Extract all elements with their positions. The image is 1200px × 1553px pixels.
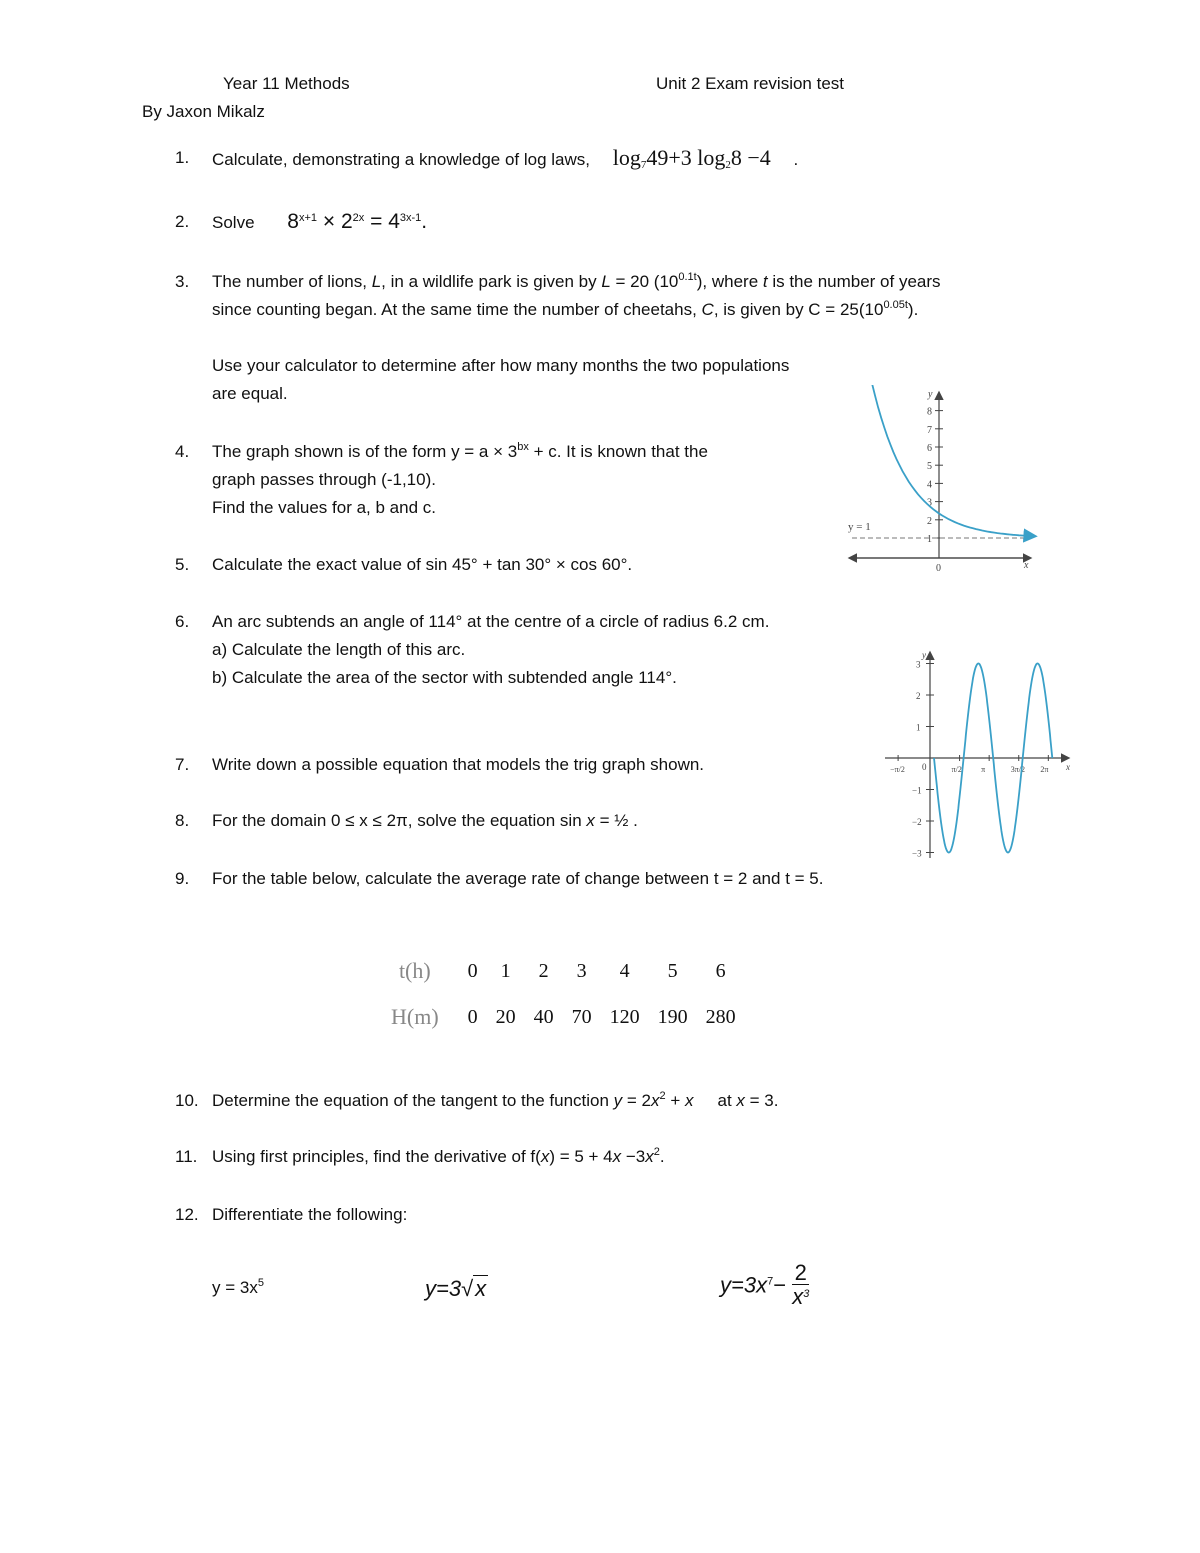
table-cell: 0 xyxy=(467,1005,478,1028)
data-table xyxy=(382,948,745,1040)
question-3-part-2 xyxy=(175,352,795,408)
exponential-curve xyxy=(851,385,1035,536)
trig-graph xyxy=(880,648,1075,863)
origin-label: 0 xyxy=(922,762,927,772)
question-text: Calculate, demonstrating a knowledge of log laws, xyxy=(212,150,590,169)
axis-ticks xyxy=(890,660,1048,859)
y-tick-label: 5 xyxy=(927,461,932,473)
question-10 xyxy=(175,1087,935,1115)
question-11 xyxy=(175,1143,875,1171)
x-tick-label: π/2 xyxy=(951,765,962,774)
x-tick-label: 3π/2 xyxy=(1010,765,1026,774)
y-tick-label: −3 xyxy=(912,848,922,859)
fraction: $\frac{2}{x^3}$ xyxy=(792,1260,810,1309)
y-tick-label: 7 xyxy=(927,424,932,436)
y-tick-label: 1 xyxy=(927,534,932,545)
x-axis-label: x xyxy=(1024,560,1029,571)
question-text: Solve xyxy=(212,213,255,232)
table-row xyxy=(382,948,745,994)
table-cell: 5 xyxy=(667,959,678,982)
asymptote-label: y = 1 xyxy=(848,521,871,533)
question-number: 6. xyxy=(175,612,190,631)
question-4 xyxy=(175,438,835,522)
question-text: Write down a possible equation that models the trig graph shown. xyxy=(212,755,705,774)
y-tick-label: 3 xyxy=(927,497,932,509)
table-cell: 2 xyxy=(538,959,549,982)
question-number: 1. xyxy=(175,148,190,167)
y-tick-label: 2 xyxy=(927,515,932,527)
table-row-header: t(h) xyxy=(398,958,431,983)
x-tick-label: −π/2 xyxy=(890,765,905,774)
x-tick-label: 2π xyxy=(1040,765,1049,774)
question-part-a: a) Calculate the length of this arc. xyxy=(212,640,466,659)
question-text: For the domain 0 ≤ x ≤ 2π, solve the equation sin x = ½ . xyxy=(212,811,638,830)
question-number: 9. xyxy=(175,869,190,888)
y-axis-ticks xyxy=(927,407,943,545)
y-axis-label: y xyxy=(922,650,926,660)
question-text-line-2: graph passes through (-1,10). xyxy=(212,470,436,489)
table-cell: 190 xyxy=(657,1005,688,1028)
table-row-header: H(m) xyxy=(391,1004,439,1029)
question-7 xyxy=(175,751,875,779)
table-cell: 0 xyxy=(467,959,478,982)
table-cell: 3 xyxy=(576,959,587,982)
log-expression: $\log_749+3$ $\log_28 -4$ xyxy=(612,145,771,171)
table-cell: 4 xyxy=(619,959,630,982)
question-number: 10. xyxy=(175,1091,199,1110)
table-cell: 280 xyxy=(705,1005,736,1028)
y-axis-label: y xyxy=(928,389,933,400)
table-cell: 70 xyxy=(571,1005,592,1028)
y-tick-label: −1 xyxy=(912,785,922,796)
question-number: 12. xyxy=(175,1205,199,1224)
question-12 xyxy=(175,1201,875,1229)
table-row xyxy=(382,994,745,1040)
y-tick-label: 3 xyxy=(916,659,921,670)
x-axis-label: x xyxy=(1066,762,1070,772)
question-number: 8. xyxy=(175,811,190,830)
question-1: 1. Calculate, demonstrating a knowledge of log laws, $\log_749+3$ $\log_28 -4$ . xyxy=(175,145,799,171)
expression-rational: $y=3x^7-$ $\frac{2}{x^3}$ xyxy=(720,1260,810,1309)
question-text: An arc subtends an angle of 114° at the centre of a circle of radius 6.2 cm. xyxy=(212,612,770,631)
question-text: Calculate the exact value of sin 45° + tan 30° × cos 60°. xyxy=(212,555,633,574)
question-number: 5. xyxy=(175,555,190,574)
y-tick-label: 4 xyxy=(927,479,932,491)
question-text: Use your calculator to determine after how many months the two populations are equal. xyxy=(212,356,790,403)
course-title: Year 11 Methods xyxy=(223,74,350,93)
y-tick-label: 8 xyxy=(927,406,932,418)
table-cell: 40 xyxy=(533,1005,554,1028)
question-2 xyxy=(175,208,875,237)
question-text: For the table below, calculate the average rate of change between t = 2 and t = 5. xyxy=(212,869,824,888)
question-part-b: b) Calculate the area of the sector with subtended angle 114°. xyxy=(212,668,677,687)
question-number: 2. xyxy=(175,212,190,231)
question-8 xyxy=(175,807,875,835)
question-9 xyxy=(175,865,840,893)
question-text-line-1: The number of lions, L, in a wildlife park is given by L = 20 $(10^{0.1t})$, where t is the number of years xyxy=(212,271,941,291)
question-text-line-3: Find the values for a, b and c. xyxy=(212,498,436,517)
exponential-equation: $8^{x+1} \times 2^{2x} = 4^{3x-1}$. xyxy=(287,210,428,233)
table-cell: 6 xyxy=(715,959,726,982)
question-text-line-1: The graph shown is of the form $y = a \times 3^{bx} + c$. It is known that the xyxy=(212,441,708,461)
x-tick-label: π xyxy=(981,765,986,774)
question-text-line-2: since counting began. At the same time the number of cheetahs, C, is given by $C = 25(10^{0.05t})$. xyxy=(212,299,919,319)
exam-title: Unit 2 Exam revision test xyxy=(656,74,845,93)
question-text: Using first principles, find the derivative of $f(x) = 5 + 4x -3x^2$. xyxy=(212,1146,665,1166)
exponential-graph xyxy=(840,385,1045,580)
question-number: 11. xyxy=(175,1147,198,1166)
question-text: Determine the equation of the tangent to the function $y = 2x^2 + x$ at x = 3. xyxy=(212,1090,779,1110)
question-number: 4. xyxy=(175,442,190,461)
author-line: By Jaxon Mikalz xyxy=(142,102,265,121)
y-tick-label: 6 xyxy=(927,443,932,454)
y-tick-label: 2 xyxy=(916,691,921,701)
question-number: 3. xyxy=(175,272,190,291)
question-5 xyxy=(175,551,875,579)
expression-power: $y = 3x^5$ xyxy=(212,1277,264,1297)
expression-root: y=3√x xyxy=(425,1276,487,1301)
question-text: Differentiate the following: xyxy=(212,1205,408,1224)
y-tick-label: 1 xyxy=(916,722,921,733)
origin-label: 0 xyxy=(936,563,941,574)
table-cell: 120 xyxy=(609,1005,640,1028)
question-6 xyxy=(175,608,825,692)
question-number: 7. xyxy=(175,755,190,774)
table-cell: 20 xyxy=(495,1005,516,1028)
y-tick-label: −2 xyxy=(912,817,922,827)
question-3 xyxy=(175,268,1075,324)
table-cell: 1 xyxy=(500,959,511,982)
